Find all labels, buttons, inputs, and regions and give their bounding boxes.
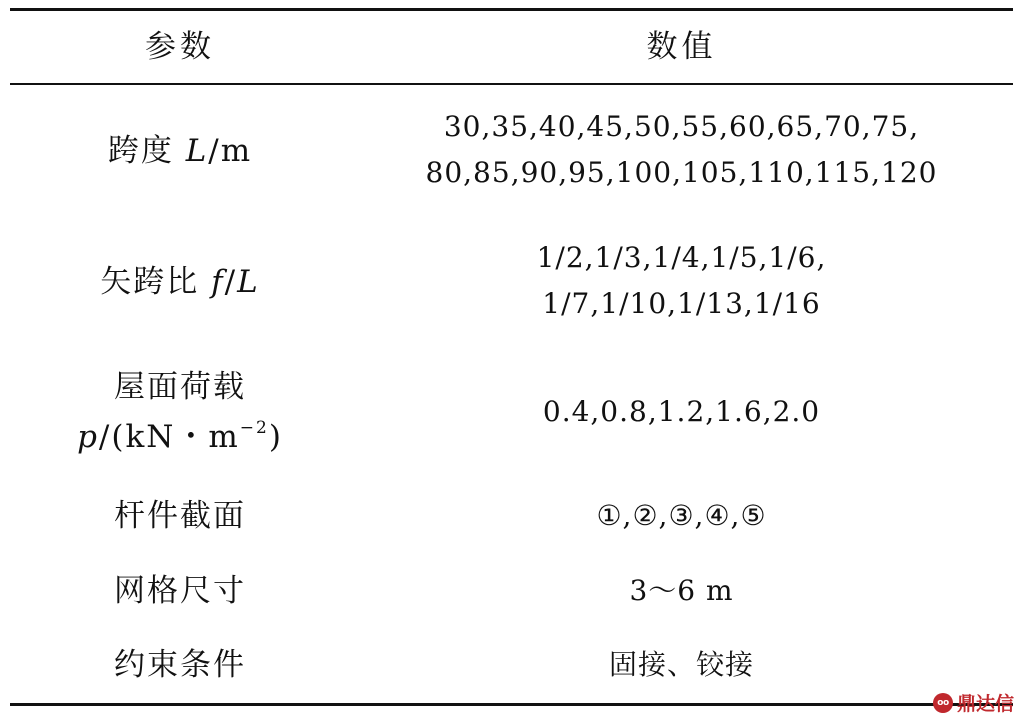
load-symbol: p <box>77 419 99 455</box>
row-grid-values: 3～6 m <box>629 574 734 607</box>
row-section-label: 杆件截面 <box>114 498 246 534</box>
load-unit-exponent: −2 <box>239 418 269 438</box>
row-boundary-values: 固接、铰接 <box>608 648 754 681</box>
ratio-slash: / <box>224 264 238 300</box>
row-load-label-line2 <box>10 414 350 460</box>
watermark-text: 鼎达信 <box>956 693 1014 715</box>
row-boundary-label: 约束条件 <box>114 647 246 683</box>
ratio-label-text: 矢跨比 <box>100 264 212 300</box>
ratio-symbol-f: f <box>211 264 225 300</box>
header-param: 参数 <box>145 29 215 65</box>
table-bottom-rule <box>10 703 1013 706</box>
load-unit-suffix: ) <box>268 419 283 455</box>
row-section-values: ①,②,③,④,⑤ <box>596 499 767 532</box>
row-grid-label: 网格尺寸 <box>114 573 246 609</box>
row-ratio-values-line2: 1/7,1/10,1/13,1/16 <box>542 287 821 320</box>
table-header-rule <box>10 83 1013 85</box>
row-ratio-values-line1: 1/2,1/3,1/4,1/5,1/6, <box>536 241 827 274</box>
span-label-text: 跨度 <box>107 133 186 169</box>
row-load-label-line1: 屋面荷载 <box>114 369 246 405</box>
row-span-values-line1: 30,35,40,45,50,55,60,65,70,75, <box>443 110 920 143</box>
row-ratio-label <box>10 259 350 305</box>
load-unit-prefix: /(kN・m <box>98 419 240 455</box>
header-value: 数值 <box>646 29 717 65</box>
row-load-values: 0.4,0.8,1.2,1.6,2.0 <box>542 395 821 428</box>
span-symbol: L <box>185 133 209 169</box>
ratio-symbol-l: L <box>237 264 260 300</box>
table-top-rule <box>10 8 1013 11</box>
span-unit: /m <box>208 133 253 169</box>
watermark <box>933 689 1014 716</box>
row-span-values-line2: 80,85,90,95,100,105,110,115,120 <box>425 156 938 189</box>
row-span-label <box>10 128 350 174</box>
watermark-logo-icon: oo <box>933 693 953 713</box>
